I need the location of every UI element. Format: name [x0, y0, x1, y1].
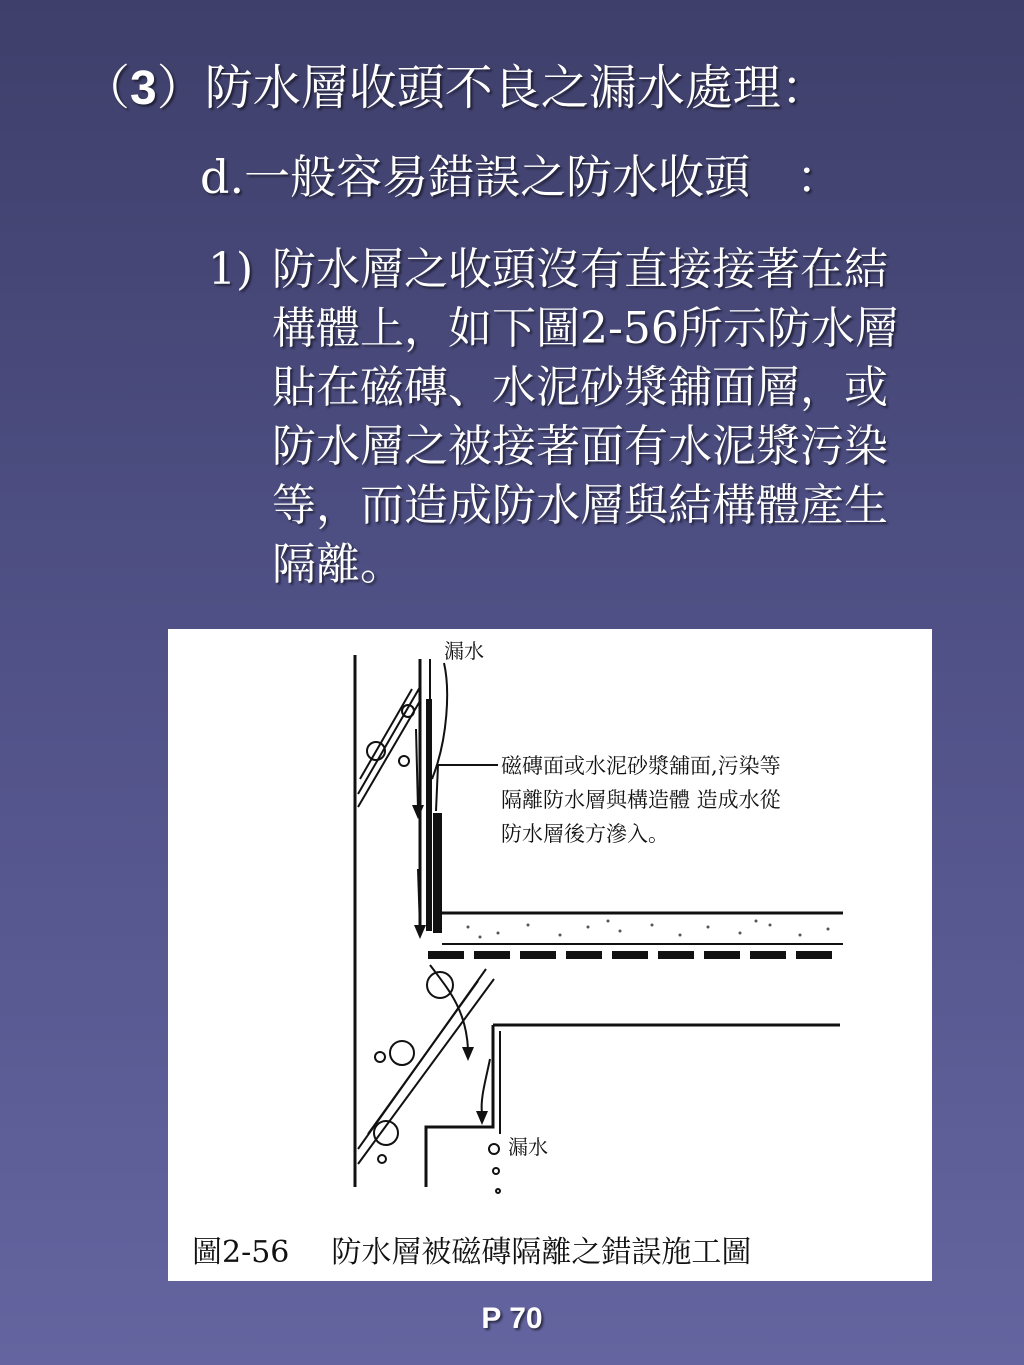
list-item-marker: 1) — [208, 244, 254, 295]
construction-diagram — [168, 629, 932, 1281]
subheading: d.一般容易錯誤之防水收頭 ： — [200, 150, 843, 204]
annotation-line: 磁磚面或水泥砂漿舖面,污染等 — [501, 754, 781, 778]
list-item-text: 防水層之收頭沒有直接接著在結構體上，如下圖2-56所示防水層貼在磁磚、水泥砂漿舖面層，或防水層之被接著面有水泥漿污染等，而造成防水層與結構體產生隔離。 — [272, 244, 899, 590]
annotation-line: 隔離防水層與構造體 造成水從 — [501, 788, 781, 812]
heading-number: 3 — [130, 62, 157, 115]
figure-number: 圖2-56 — [192, 1235, 290, 1270]
step-outline — [426, 1025, 493, 1187]
heading-bracket-close: ） — [156, 60, 205, 116]
figure-title: 防水層被磁磚隔離之錯誤施工圖 — [331, 1235, 752, 1270]
annotation-line: 防水層後方滲入。 — [501, 822, 669, 846]
flow-arrow-head — [412, 805, 424, 819]
heading-title: 防水層收頭不良之漏水處理： — [204, 60, 829, 116]
diagram-annotation — [501, 749, 921, 851]
construction-diagram-figure — [168, 629, 932, 1281]
heading-bracket-open: （ — [82, 60, 131, 116]
page-heading — [82, 52, 962, 125]
page-number: P 70 — [481, 1302, 543, 1335]
figure-caption — [192, 1227, 751, 1271]
leak-label-bottom: 漏水 — [508, 1135, 548, 1159]
leak-label-top: 漏水 — [444, 639, 484, 663]
waterproof-layer — [426, 699, 432, 931]
